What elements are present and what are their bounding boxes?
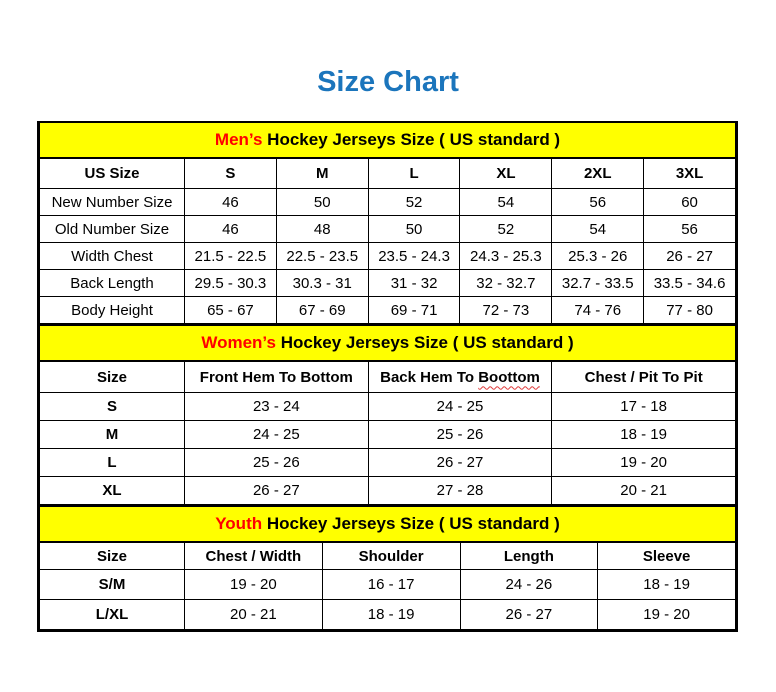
size-value: 60	[644, 189, 736, 216]
row-label: S/M	[40, 570, 185, 600]
size-value: 56	[552, 189, 644, 216]
row-label: L	[40, 449, 185, 477]
row-label: L/XL	[40, 600, 185, 630]
size-value: 23.5 - 24.3	[368, 243, 460, 270]
mens-size-table	[39, 123, 736, 324]
column-header: XL	[460, 158, 552, 189]
row-label: XL	[40, 477, 185, 505]
size-value: 52	[368, 189, 460, 216]
table-row	[40, 393, 736, 421]
table-row	[40, 297, 736, 324]
size-value: 24 - 25	[185, 421, 369, 449]
size-value: 69 - 71	[368, 297, 460, 324]
size-value: 65 - 67	[185, 297, 277, 324]
size-value: 67 - 69	[276, 297, 368, 324]
mens-title-rest: Hockey Jerseys Size ( US standard )	[262, 130, 561, 149]
column-header-text: Back Hem To	[380, 368, 479, 386]
column-header: L	[368, 158, 460, 189]
mens-section-title	[40, 123, 736, 158]
column-header-with-typo	[368, 361, 552, 393]
column-header: Shoulder	[322, 542, 460, 570]
size-value: 22.5 - 23.5	[276, 243, 368, 270]
womens-section-band	[40, 325, 736, 361]
table-row	[40, 600, 736, 630]
table-row	[40, 189, 736, 216]
size-value: 56	[644, 216, 736, 243]
size-value: 25 - 26	[368, 421, 552, 449]
size-value: 74 - 76	[552, 297, 644, 324]
youth-title-rest: Hockey Jerseys Size ( US standard )	[262, 514, 560, 533]
size-value: 24 - 25	[368, 393, 552, 421]
column-header: Front Hem To Bottom	[185, 361, 369, 393]
row-label: Width Chest	[40, 243, 185, 270]
size-value: 27 - 28	[368, 477, 552, 505]
size-value: 16 - 17	[322, 570, 460, 600]
size-value: 18 - 19	[552, 421, 736, 449]
size-value: 21.5 - 22.5	[185, 243, 277, 270]
womens-section-title	[40, 325, 736, 361]
youth-section-title	[40, 506, 736, 542]
size-value: 54	[460, 189, 552, 216]
size-value: 31 - 32	[368, 270, 460, 297]
size-value: 24.3 - 25.3	[460, 243, 552, 270]
size-value: 23 - 24	[185, 393, 369, 421]
youth-title-highlight: Youth	[215, 514, 263, 533]
row-label: Old Number Size	[40, 216, 185, 243]
size-value: 46	[185, 216, 277, 243]
size-value: 29.5 - 30.3	[185, 270, 277, 297]
table-row	[40, 570, 736, 600]
size-value: 26 - 27	[368, 449, 552, 477]
size-value: 26 - 27	[185, 477, 369, 505]
column-header: Chest / Width	[185, 542, 323, 570]
size-value: 77 - 80	[644, 297, 736, 324]
mens-title-highlight: Men’s	[214, 130, 263, 149]
womens-title-rest: Hockey Jerseys Size ( US standard )	[275, 333, 574, 352]
youth-size-table	[39, 505, 736, 630]
size-value: 24 - 26	[460, 570, 598, 600]
table-row	[40, 421, 736, 449]
size-value: 18 - 19	[322, 600, 460, 630]
table-row	[40, 270, 736, 297]
size-value: 17 - 18	[552, 393, 736, 421]
column-header: Length	[460, 542, 598, 570]
size-value: 26 - 27	[460, 600, 598, 630]
womens-size-table	[39, 324, 736, 505]
youth-section-band	[40, 506, 736, 542]
size-value: 19 - 20	[598, 600, 736, 630]
womens-header-row	[40, 361, 736, 393]
table-row	[40, 243, 736, 270]
row-label: New Number Size	[40, 189, 185, 216]
womens-title-highlight: Women’s	[201, 333, 276, 352]
size-value: 33.5 - 34.6	[644, 270, 736, 297]
size-value: 20 - 21	[552, 477, 736, 505]
youth-header-row	[40, 542, 736, 570]
size-value: 19 - 20	[552, 449, 736, 477]
row-label: Back Length	[40, 270, 185, 297]
size-value: 52	[460, 216, 552, 243]
size-value: 20 - 21	[185, 600, 323, 630]
mens-section-band	[40, 123, 736, 158]
size-value: 50	[368, 216, 460, 243]
size-value: 48	[276, 216, 368, 243]
column-header: 2XL	[552, 158, 644, 189]
column-header: Chest / Pit To Pit	[552, 361, 736, 393]
column-header: 3XL	[644, 158, 736, 189]
size-value: 25.3 - 26	[552, 243, 644, 270]
table-row	[40, 449, 736, 477]
row-label: M	[40, 421, 185, 449]
size-value: 54	[552, 216, 644, 243]
column-header: Size	[40, 361, 185, 393]
table-row	[40, 216, 736, 243]
table-row	[40, 477, 736, 505]
size-value: 30.3 - 31	[276, 270, 368, 297]
column-header: US Size	[40, 158, 185, 189]
mens-header-row	[40, 158, 736, 189]
size-value: 25 - 26	[185, 449, 369, 477]
size-value: 26 - 27	[644, 243, 736, 270]
spellcheck-squiggle-word: Boottom	[478, 368, 540, 386]
size-value: 32 - 32.7	[460, 270, 552, 297]
size-value: 72 - 73	[460, 297, 552, 324]
size-chart-tables	[37, 121, 738, 632]
row-label: S	[40, 393, 185, 421]
column-header: S	[185, 158, 277, 189]
size-value: 19 - 20	[185, 570, 323, 600]
column-header: Size	[40, 542, 185, 570]
size-value: 18 - 19	[598, 570, 736, 600]
column-header: Sleeve	[598, 542, 736, 570]
page-title: Size Chart	[317, 66, 459, 98]
row-label: Body Height	[40, 297, 185, 324]
size-value: 46	[185, 189, 277, 216]
size-value: 50	[276, 189, 368, 216]
size-value: 32.7 - 33.5	[552, 270, 644, 297]
column-header: M	[276, 158, 368, 189]
